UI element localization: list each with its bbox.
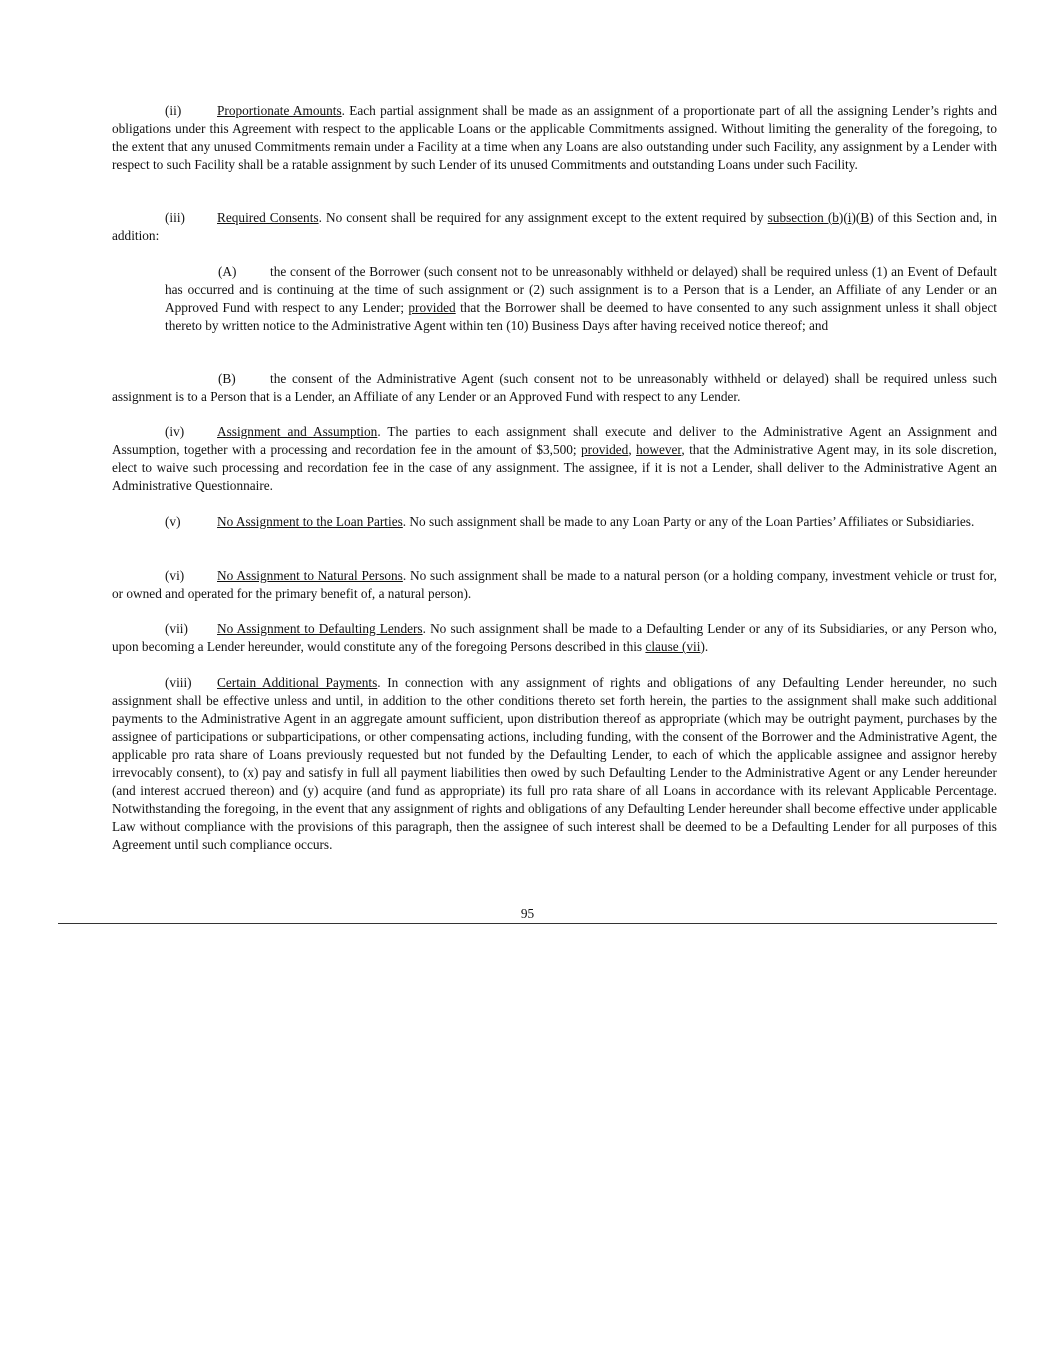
section-heading: No Assignment to the Loan Parties — [217, 514, 403, 529]
section-text: . No consent shall be required for any assignment except to the extent required by — [318, 210, 768, 225]
cross-reference: clause ( — [645, 639, 687, 654]
section-text: of this Section and, in addition: — [112, 210, 998, 243]
section-heading: Assignment and Assumption — [217, 424, 378, 439]
subsection-text: the consent of the Administrative Agent (such consent not to be unreasonably withheld or delayed) shall be required unless such assignment is to a Person that is a Lender, an Affiliate of any Lender or an Approved Fund with respect to any Lender. — [112, 371, 997, 404]
footer-rule — [58, 923, 997, 924]
section-number: (viii) — [165, 675, 192, 690]
section-text: ). — [700, 639, 709, 654]
cross-reference-punct: )( — [838, 210, 848, 225]
section-vii — [112, 620, 997, 656]
subsection-number: (B) — [218, 371, 236, 386]
subsection-A — [165, 263, 997, 335]
cross-reference: subsection ( — [767, 210, 833, 225]
section-number: (ii) — [165, 103, 182, 118]
section-number: (vi) — [165, 568, 185, 583]
section-punct: , — [628, 442, 637, 457]
section-iii — [112, 209, 997, 245]
cross-reference-punct: ) — [869, 210, 874, 225]
defined-term-however: however — [636, 442, 682, 457]
cross-reference: b — [832, 210, 839, 225]
section-number: (v) — [165, 514, 181, 529]
section-viii — [112, 674, 997, 854]
section-text: , that the Administrative Agent may, in its sole discretion, elect to waive such processing and recordation fee in the case of any assignment. The assignee, if it is not a Lender, shall deliver to the Administrative Agent an Administrative Questionnaire. — [112, 442, 997, 493]
section-heading: No Assignment to Defaulting Lenders — [217, 621, 423, 636]
cross-reference: i — [847, 210, 852, 225]
section-text: . No such assignment shall be made to a Defaulting Lender or any of its Subsidiaries, or any Person who, upon becoming a Lender hereunder, would constitute any of the foregoing Persons described in this — [112, 621, 998, 654]
subsection-text: that the Borrower shall be deemed to have consented to any such assignment unless it shall object thereto by written notice to the Administrative Agent within ten (10) Business Days after having received notice thereof; and — [165, 300, 997, 333]
subsection-B — [112, 370, 997, 406]
section-number: (vii) — [165, 621, 188, 636]
section-text: . Each partial assignment shall be made as an assignment of a proportionate part of all the assigning Lender’s rights and obligations under this Agreement with respect to the applicable Loans or the applicable Commitments assigned. Without limiting the generality of the foregoing, to the extent that any unused Commitments remain under a Facility at a time when any Loans are also outstanding under such Facility, any assignment by a Lender with respect to such Facility shall be a ratable assignment by such Lender of its unused Commitments and outstanding Loans under such Facility. — [112, 103, 998, 172]
section-text: . In connection with any assignment of rights and obligations of any Defaulting Lender hereunder, no such assignment shall be effective unless and until, in addition to the other conditions thereto set forth herein, the parties to the assignment shall make such additional payments to the Administrative Agent in an aggregate amount sufficient, upon distribution thereof as appropriate (which may be outright payment, purchases by the assignee of participations or subparticipations, or other compensating actions, including funding, with the consent of the Borrower and the Administrative Agent, the applicable pro rata share of Loans previously requested but not funded by the Defaulting Lender, to each of which the applicable assignee and assignor hereby irrevocably consent), to (x) pay and satisfy in full all payment liabilities then owed by such Defaulting Lender to the Administrative Agent or any Lender hereunder (and interest accrued thereon) and (y) acquire (and fund as appropriate) its full pro rata share of all Loans in accordance with its relevant Applicable Percentage. Notwithstanding the foregoing, in the event that any assignment of rights and obligations of any Defaulting Lender hereunder shall become effective under applicable Law without compliance with the provisions of this paragraph, then the assignee of such interest shall be deemed to be a Defaulting Lender for all purposes of this Agreement until such compliance occurs. — [112, 675, 998, 852]
section-heading: Required Consents — [217, 210, 319, 225]
subsection-number: (A) — [218, 264, 237, 279]
section-heading: Certain Additional Payments — [217, 675, 378, 690]
section-ii — [112, 102, 997, 174]
section-number: (iii) — [165, 210, 185, 225]
section-vi — [112, 567, 997, 603]
section-heading: No Assignment to Natural Persons — [217, 568, 403, 583]
cross-reference-punct: )( — [851, 210, 861, 225]
section-iv — [112, 423, 997, 495]
defined-term-provided: provided — [408, 300, 456, 315]
section-heading: Proportionate Amounts — [217, 103, 342, 118]
section-text: . No such assignment shall be made to any Loan Party or any of the Loan Parties’ Affiliates or Subsidiaries. — [402, 514, 975, 529]
section-text: . The parties to each assignment shall execute and deliver to the Administrative Agent an Assignment and Assumption, together with a processing and recordation fee in the amount of $3,500; — [112, 424, 998, 457]
defined-term-provided: provided — [581, 442, 629, 457]
cross-reference: B — [860, 210, 870, 225]
subsection-text: the consent of the Borrower (such consent not to be unreasonably withheld or delayed) shall be required unless (1) an Event of Default has occurred and is continuing at the time of such assignment or (2) such assignment is to a Person that is a Lender, an Affiliate of any Lender or an Approved Fund with respect to any Lender; — [165, 264, 997, 315]
section-number: (iv) — [165, 424, 185, 439]
cross-reference: vii — [686, 639, 701, 654]
page-number: 95 — [520, 906, 535, 921]
section-text: . No such assignment shall be made to a natural person (or a holding company, investment vehicle or trust for, or owned and operated for the primary benefit of, a natural person). — [112, 568, 997, 601]
section-v — [112, 513, 997, 531]
